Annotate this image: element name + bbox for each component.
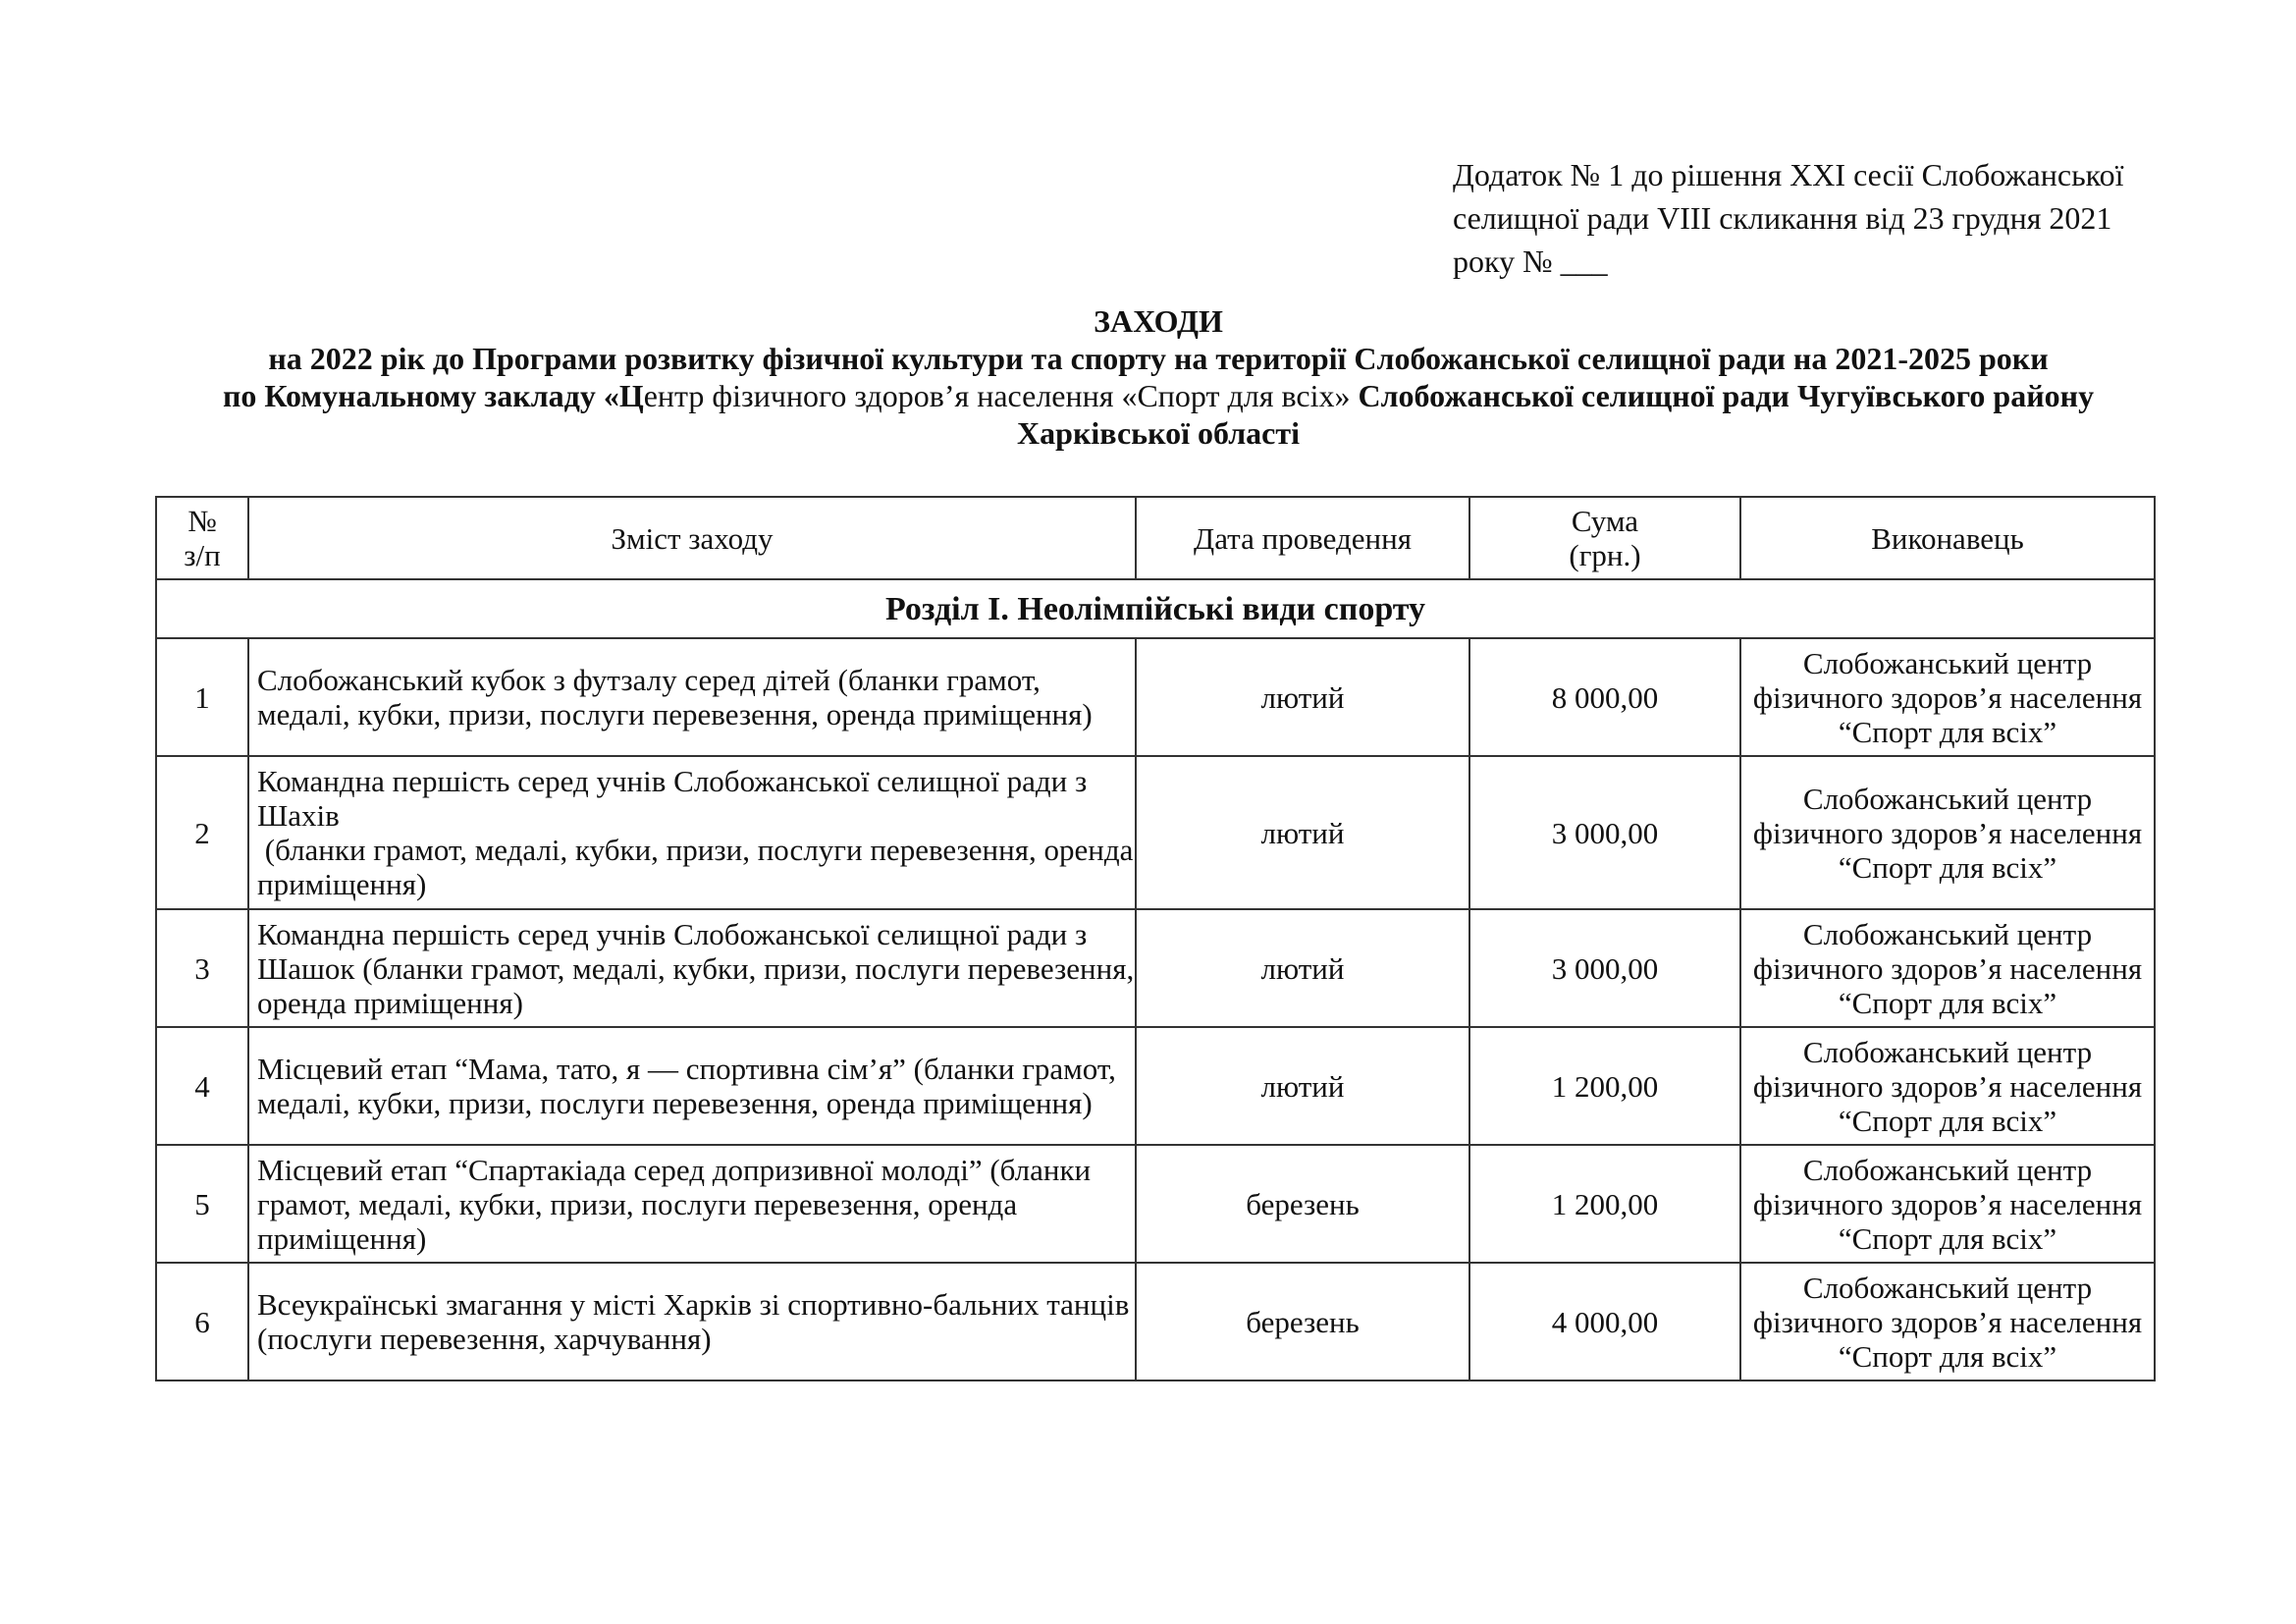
row-executor (1740, 909, 2155, 1027)
row-content-line: Командна першість серед учнів Слобожанської селищної ради з (257, 916, 1088, 951)
appendix-line: Додаток № 1 до рішення XXI сесії Слобожанської (1453, 157, 2124, 192)
row-content-line: Місцевий етап “Спартакіада серед допризивної молоді” (бланки (257, 1152, 1092, 1187)
row-content (248, 1145, 1136, 1263)
row-content-line: Всеукраїнські змагання у місті Харків зі спортивно-бальних танців (257, 1287, 1130, 1322)
row-content (248, 909, 1136, 1027)
row-content-line: Шахів (257, 798, 340, 833)
section-title: Розділ І. Неолімпійські види спорту (156, 579, 2155, 638)
table-header-row (156, 497, 2155, 579)
document-title (118, 302, 2199, 452)
row-executor-line: “Спорт для всіх” (1838, 1103, 2057, 1138)
row-executor-line: “Спорт для всіх” (1838, 1220, 2057, 1256)
row-content-line: (послуги перевезення, харчування) (257, 1322, 712, 1356)
row-number: 5 (156, 1145, 248, 1263)
header-executor: Виконавець (1740, 497, 2155, 579)
row-executor-line: Слобожанський центр (1802, 1270, 2093, 1305)
row-executor-line: Слобожанський центр (1802, 916, 2093, 951)
row-content (248, 1027, 1136, 1145)
table-row (156, 756, 2155, 909)
row-date: березень (1136, 1263, 1469, 1380)
row-executor-line: фізичного здоров’я населення (1752, 1304, 2143, 1339)
row-content (248, 756, 1136, 909)
row-number: 6 (156, 1263, 248, 1380)
row-content-line: приміщення) (257, 867, 427, 901)
row-executor-line: “Спорт для всіх” (1838, 985, 2057, 1020)
row-executor-line: “Спорт для всіх” (1838, 714, 2057, 749)
row-sum: 1 200,00 (1469, 1027, 1740, 1145)
row-content-line: приміщення) (257, 1220, 427, 1256)
header-date: Дата проведення (1136, 497, 1469, 579)
header-number-line: № (187, 504, 217, 538)
row-executor (1740, 638, 2155, 756)
title-institution (118, 377, 2199, 414)
row-number: 2 (156, 756, 248, 909)
row-date: березень (1136, 1145, 1469, 1263)
row-content-line: медалі, кубки, призи, послуги перевезення, оренда приміщення) (257, 1086, 1093, 1120)
row-content-line: медалі, кубки, призи, послуги перевезення, оренда приміщення) (257, 697, 1093, 731)
row-executor-line: фізичного здоров’я населення (1752, 1068, 2143, 1104)
row-executor (1740, 1145, 2155, 1263)
title-institution-part: Слобожанської селищної ради Чугуївського району (1350, 378, 2095, 413)
row-executor-line: фізичного здоров’я населення (1752, 950, 2143, 986)
header-sum (1469, 497, 1740, 579)
row-sum: 3 000,00 (1469, 909, 1740, 1027)
row-sum: 8 000,00 (1469, 638, 1740, 756)
row-executor-line: Слобожанський центр (1802, 1152, 2093, 1187)
row-date: лютий (1136, 1027, 1469, 1145)
row-date: лютий (1136, 909, 1469, 1027)
table-row (156, 909, 2155, 1027)
row-sum: 4 000,00 (1469, 1263, 1740, 1380)
appendix-line: селищної ради VIII скликання від 23 грудня 2021 (1453, 200, 2112, 236)
title-region: Харківської області (1017, 415, 1300, 451)
row-executor (1740, 1027, 2155, 1145)
row-content-line: Слобожанський кубок з футзалу серед дітей (бланки грамот, (257, 663, 1041, 697)
row-sum: 3 000,00 (1469, 756, 1740, 909)
header-sum-line: (грн.) (1569, 538, 1641, 572)
row-executor-line: “Спорт для всіх” (1838, 849, 2057, 885)
row-executor (1740, 756, 2155, 909)
row-content-line: Шашок (бланки грамот, медалі, кубки, призи, послуги перевезення, (257, 950, 1135, 986)
table-row (156, 638, 2155, 756)
measures-table (155, 496, 2156, 1381)
row-executor-line: Слобожанський центр (1802, 1034, 2093, 1069)
row-number: 3 (156, 909, 248, 1027)
header-number (156, 497, 248, 579)
row-executor-line: Слобожанський центр (1802, 781, 2093, 816)
row-content-line: оренда приміщення) (257, 985, 523, 1020)
row-content (248, 638, 1136, 756)
header-content: Зміст заходу (248, 497, 1136, 579)
row-sum: 1 200,00 (1469, 1145, 1740, 1263)
table-row (156, 1027, 2155, 1145)
row-executor-line: фізичного здоров’я населення (1752, 1186, 2143, 1221)
header-sum-line: Сума (1571, 504, 1639, 538)
row-executor-line: фізичного здоров’я населення (1752, 815, 2143, 850)
header-number-line: з/п (184, 538, 221, 572)
section-row (156, 579, 2155, 638)
title-heading: ЗАХОДИ (1094, 303, 1223, 339)
row-content-line: Командна першість серед учнів Слобожанської селищної ради з (257, 764, 1088, 798)
title-institution-part: ентр фізичного здоров’я населення «Спорт для всіх» (643, 378, 1351, 413)
table-row (156, 1263, 2155, 1380)
row-executor-line: “Спорт для всіх” (1838, 1338, 2057, 1374)
row-number: 1 (156, 638, 248, 756)
row-number: 4 (156, 1027, 248, 1145)
row-content-line: грамот, медалі, кубки, призи, послуги перевезення, оренда (257, 1186, 1018, 1221)
row-executor (1740, 1263, 2155, 1380)
row-executor-line: фізичного здоров’я населення (1752, 679, 2143, 715)
title-subtitle: на 2022 рік до Програми розвитку фізичної культури та спорту на території Слобожанської селищної ради на 2021-2025 роки (268, 341, 2049, 376)
row-executor-line: Слобожанський центр (1802, 645, 2093, 680)
row-content-line: (бланки грамот, медалі, кубки, призи, послуги перевезення, оренда (257, 833, 1134, 867)
title-institution-part: по Комунальному закладу «Ц (222, 378, 644, 413)
row-content-line: Місцевий етап “Мама, тато, я — спортивна сім’я” (бланки грамот, (257, 1052, 1116, 1086)
row-date: лютий (1136, 638, 1469, 756)
table-row (156, 1145, 2155, 1263)
row-content (248, 1263, 1136, 1380)
row-date: лютий (1136, 756, 1469, 909)
appendix-note (1453, 153, 2160, 283)
appendix-line: року № ___ (1453, 244, 1608, 279)
